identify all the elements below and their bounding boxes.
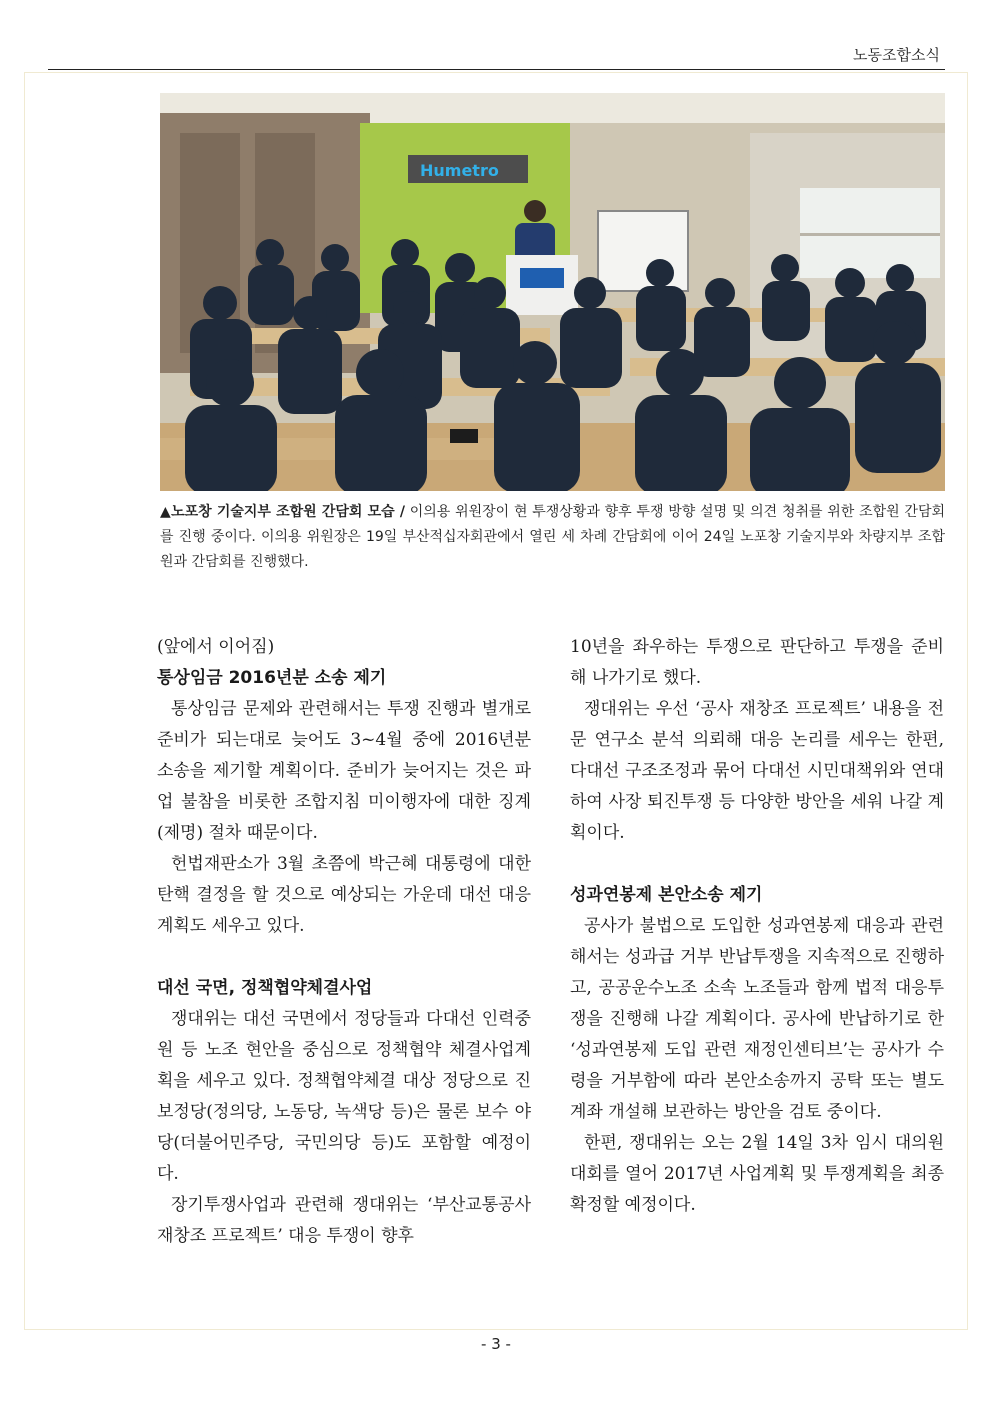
photo-caption (160, 500, 945, 575)
paragraph: 쟁대위는 대선 국면에서 정당들과 다대선 인력중원 등 노조 현안을 중심으로 정책협약 체결사업계획을 세우고 있다. 정책협약체결 대상 정당으로 진보정당(정의당, 노동당, 녹색당 등)은 물론 보수 야당(더불어민주당, 국민의당 등)도 포함할 예정이다. (157, 1009, 531, 1184)
meeting-photo (160, 93, 945, 491)
page-number: - 3 - (481, 1335, 511, 1353)
right-column (570, 632, 944, 1221)
left-column (157, 632, 531, 1252)
header-title: 노동조합소식 (853, 46, 940, 64)
paragraph: 쟁대위는 우선 ‘공사 재창조 프로젝트’ 내용을 전문 연구소 분석 의뢰해 대응 논리를 세우는 한편, 다대선 구조조정과 묶어 다대선 시민대책위와 연대하여 사장 퇴진투쟁 등 다양한 방안을 세워 나갈 계획이다. (570, 699, 944, 843)
paragraph: 한편, 쟁대위는 오는 2월 14일 3차 임시 대의원대회를 열어 2017년 사업계획 및 투쟁계획을 최종 확정할 예정이다. (570, 1133, 944, 1215)
section-heading-performance-pay: 성과연봉제 본안소송 제기 (570, 885, 763, 905)
header-rule (48, 69, 945, 70)
paragraph: 공사가 불법으로 도입한 성과연봉제 대응과 관련해서는 성과급 거부 반납투쟁을 지속적으로 진행하고, 공공운수노조 소속 노조들과 함께 법적 대응투쟁을 진행해 나갈 계획이다. 공사에 반납하기로 한 ‘성과연봉제 도입 관련 재정인센티브’는 공사가 수령을 거부함에 따라 본안소송까지 공탁 또는 별도 계좌 개설해 보관하는 방안을 검토 중이다. (570, 916, 944, 1122)
paragraph: 장기투쟁사업과 관련해 쟁대위는 ‘부산교통공사 재창조 프로젝트’ 대응 투쟁이 향후 (157, 1195, 531, 1246)
paragraph-continuation: 10년을 좌우하는 투쟁으로 판단하고 투쟁을 준비해 나가기로 했다. (570, 637, 944, 688)
section-heading-wage-suit: 통상임금 2016년분 소송 제기 (157, 668, 387, 688)
banner-logo-text: Humetro (420, 161, 499, 180)
continued-note: (앞에서 이어짐) (157, 637, 275, 657)
caption-title: ▲노포창 기술지부 조합원 간담회 모습 / (160, 504, 405, 520)
paragraph: 헌법재판소가 3월 초쯤에 박근혜 대통령에 대한 탄핵 결정을 할 것으로 예상되는 가운데 대선 대응 계획도 세우고 있다. (157, 854, 531, 936)
caption-body: 이의용 위원장이 현 투쟁상황과 향후 투쟁 방향 설명 및 의견 청취를 위한 조합원 간담회를 진행 중이다. 이의용 위원장은 19일 부산적십자회관에서 열린 세 차례 간담회에 이어 24일 노포창 기술지부와 차량지부 조합원과 간담회를 진행했다. (160, 504, 945, 570)
section-heading-election-policy: 대선 국면, 정책협약체결사업 (157, 978, 373, 998)
paragraph: 통상임금 문제와 관련해서는 투쟁 진행과 별개로 준비가 되는대로 늦어도 3~4월 중에 2016년분 소송을 제기할 계획이다. 준비가 늦어지는 것은 파업 불참을 비롯한 조합지침 미이행자에 대한 징계(제명) 절차 때문이다. (157, 699, 531, 843)
